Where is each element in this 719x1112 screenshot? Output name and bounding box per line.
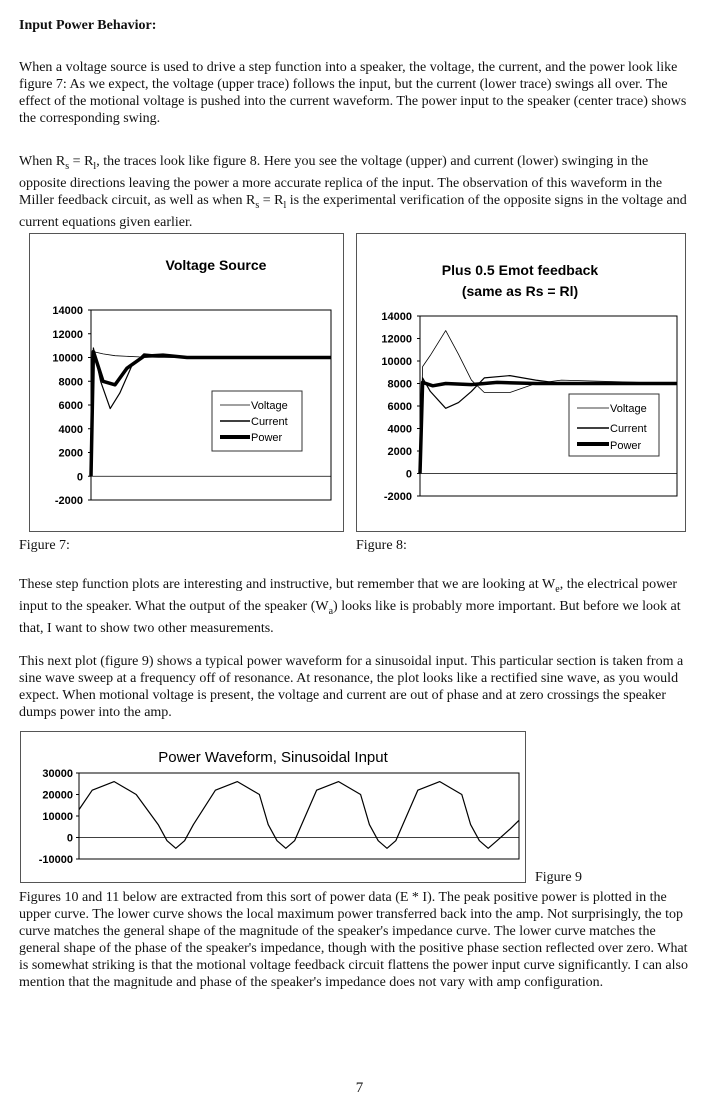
y-tick-label: 4000 bbox=[58, 423, 83, 436]
y-tick-label: 2000 bbox=[387, 446, 412, 458]
y-tick-label: 12000 bbox=[52, 328, 83, 341]
legend bbox=[569, 394, 659, 456]
legend-voltage-label: Voltage bbox=[610, 403, 647, 415]
y-tick-label: 6000 bbox=[58, 400, 83, 412]
paragraph-5: Figures 10 and 11 below are extracted from this sort of power data (E * I). The peak positive power is plotted in the upper curve. The lower curve shows the local maximum power transferred back into the amp. Not surprisingly, the top curve matches the general shape of the magnitude of the speaker's impedance curve. The lower curve matches the general shape of the phase of the speaker's impedance, though with the positive phase section reflected over zero. What is somewhat striking is that the motional voltage feedback circuit flattens the power input curve significantly. I can also mention that the magnitude and phase of the speaker's impedance does not vary with amp configuration. bbox=[19, 890, 688, 990]
figure-8-chart bbox=[356, 233, 686, 532]
y-tick-label: 10000 bbox=[42, 811, 73, 823]
paragraph-3: These step function plots are interesting and instructive, but remember that we are looking at $W_e$, the electrical power input to the speaker. What the output of the speaker $(W_a)$ looks like is probably more important. But before we look at that, I want to show two other measurements. bbox=[19, 577, 681, 636]
legend-current-label: Current bbox=[610, 423, 647, 435]
chart-title-line1: Plus 0.5 Emot feedback bbox=[441, 262, 599, 278]
emot-feedback-chart bbox=[357, 234, 685, 531]
legend-voltage-label: Voltage bbox=[251, 400, 288, 412]
legend-power-label: Power bbox=[610, 440, 642, 452]
y-tick-label: 10000 bbox=[381, 356, 412, 368]
y-tick-label: 0 bbox=[76, 471, 83, 484]
chart-title: Voltage Source bbox=[165, 257, 267, 273]
y-tick-label: 4000 bbox=[387, 423, 412, 436]
plot-area bbox=[79, 773, 519, 859]
y-tick-label: -2000 bbox=[54, 495, 83, 507]
y-tick-label: 8000 bbox=[387, 378, 412, 391]
legend-current-label: Current bbox=[251, 416, 288, 428]
y-tick-label: 12000 bbox=[381, 333, 412, 346]
y-tick-label: 0 bbox=[66, 832, 73, 845]
power-waveform-chart bbox=[21, 732, 525, 882]
figure-7-chart bbox=[29, 233, 344, 532]
y-tick-label: 20000 bbox=[42, 789, 73, 802]
chart-title: Power Waveform, Sinusoidal Input bbox=[158, 749, 388, 766]
y-tick-label: 30000 bbox=[42, 768, 73, 780]
y-tick-label: 6000 bbox=[387, 401, 412, 413]
figure-9-caption: Figure 9 bbox=[535, 870, 583, 885]
y-tick-label: -10000 bbox=[38, 854, 73, 866]
figure-9-chart bbox=[20, 731, 526, 883]
paragraph-4: This next plot (figure 9) shows a typical power waveform for a sinusoidal input. This particular section is taken from a sine wave sweep at a frequency off of resonance. At resonance, the plot looks like a rectified sine wave, as you would expect. When motional voltage is present, the voltage and current are out of phase and at zero crossings the speaker dumps power into the amp. bbox=[19, 654, 684, 720]
page-number: 7 bbox=[355, 1080, 364, 1096]
y-tick-label: 10000 bbox=[52, 352, 83, 365]
series-lines bbox=[79, 782, 519, 849]
y-tick-label: -2000 bbox=[383, 491, 412, 503]
y-tick-label: 14000 bbox=[52, 305, 83, 317]
y-tick-label: 0 bbox=[405, 468, 412, 481]
legend bbox=[212, 391, 302, 451]
series-power-line bbox=[79, 782, 519, 849]
y-tick-label: 14000 bbox=[381, 311, 412, 323]
figure-8-caption: Figure 8: bbox=[356, 538, 407, 553]
legend-power-label: Power bbox=[251, 432, 283, 444]
y-tick-label: 8000 bbox=[58, 376, 83, 389]
chart-title-line2: (same as Rs = Rl) bbox=[461, 283, 579, 299]
y-tick-label: 2000 bbox=[58, 447, 83, 460]
section-heading: Input Power Behavior: bbox=[19, 18, 157, 33]
paragraph-2: When $R_s = R_l$, the traces look like figure 8. Here you see the voltage (upper) and current (lower) swinging in the opposite directions leaving the power a more accurate replica of the input. The observation of this waveform in the Miller feedback circuit, as well as when $R_s = R_l$ is the experimental verification of the opposite signs in the voltage and current equations given earlier. bbox=[19, 154, 687, 230]
voltage-source-chart bbox=[30, 234, 343, 531]
figure-7-caption: Figure 7: bbox=[19, 538, 70, 553]
paragraph-1: When a voltage source is used to drive a step function into a speaker, the voltage, the current, and the power look like figure 7: As we expect, the voltage (upper trace) follows the input, but the current (lower trace) swings all over. The effect of the motional voltage is pushed into the current waveform. The power input to the speaker (center trace) shows the corresponding swing. bbox=[19, 60, 687, 126]
